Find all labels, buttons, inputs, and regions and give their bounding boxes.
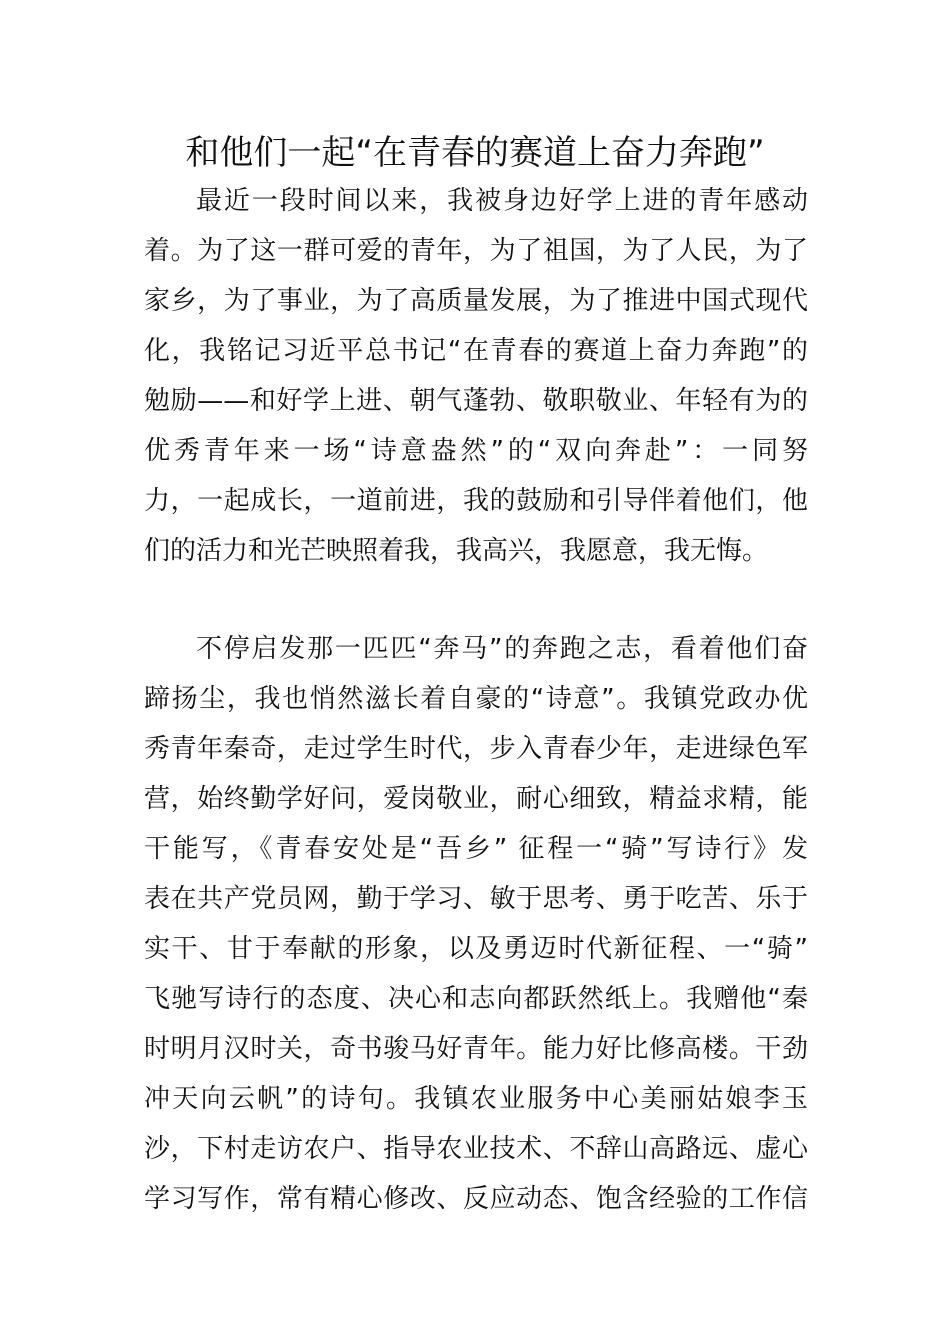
paragraph-line: 秀青年秦奇，走过学生时代，步入青春少年，走进绿色军 [144,734,808,764]
paragraph-line: 着。为了这一群可爱的青年，为了祖国，为了人民，为了 [144,236,808,266]
paragraph-line: 不停启发那一匹匹“奔马”的奔跑之志，看着他们奋 [196,634,808,664]
paragraph-line: 力，一起成长，一道前进，我的鼓励和引导伴着他们，他 [144,486,808,516]
paragraph-line: 沙，下村走访农户、指导农业技术、不辞山高路远、虚心 [144,1134,808,1164]
paragraph-1 [144,176,808,576]
paragraph-line: 优秀青年来一场“诗意盎然”的“双向奔赴”：一同努 [144,436,808,466]
paragraph-line: 营，始终勤学好问，爱岗敬业，耐心细致，精益求精，能 [144,784,808,814]
document-title: 和他们一起“在青春的赛道上奋力奔跑” [185,133,765,173]
paragraph-line: 飞驰写诗行的态度、决心和志向都跃然纸上。我赠他“秦 [144,984,808,1014]
paragraph-line: 勉励——和好学上进、朝气蓬勃、敬职敬业、年轻有为的 [144,386,808,416]
paragraph-line: 们的活力和光芒映照着我，我高兴，我愿意，我无悔。 [144,536,769,566]
paragraph-line: 最近一段时间以来，我被身边好学上进的青年感动 [196,186,808,216]
paragraph-2 [144,624,808,1224]
paragraph-line: 时明月汉时关，奇书骏马好青年。能力好比修高楼。干劲 [144,1034,808,1064]
paragraph-line: 学习写作，常有精心修改、反应动态、饱含经验的工作信 [144,1184,808,1214]
paragraph-line: 表在共产党员网，勤于学习、敏于思考、勇于吃苦、乐于 [144,884,808,914]
paragraph-line: 干能写，《青春安处是“吾乡” 征程一“骑”写诗行》发 [144,834,808,864]
paragraph-line: 冲天向云帆”的诗句。我镇农业服务中心美丽姑娘李玉 [144,1084,808,1114]
paragraph-line: 家乡，为了事业，为了高质量发展，为了推进中国式现代 [144,286,808,316]
paragraph-line: 蹄扬尘，我也悄然滋长着自豪的“诗意”。我镇党政办优 [144,684,808,714]
paragraph-line: 实干、甘于奉献的形象，以及勇迈时代新征程、一“骑” [144,934,808,964]
paragraph-line: 化，我铭记习近平总书记“在青春的赛道上奋力奔跑”的 [144,336,808,366]
